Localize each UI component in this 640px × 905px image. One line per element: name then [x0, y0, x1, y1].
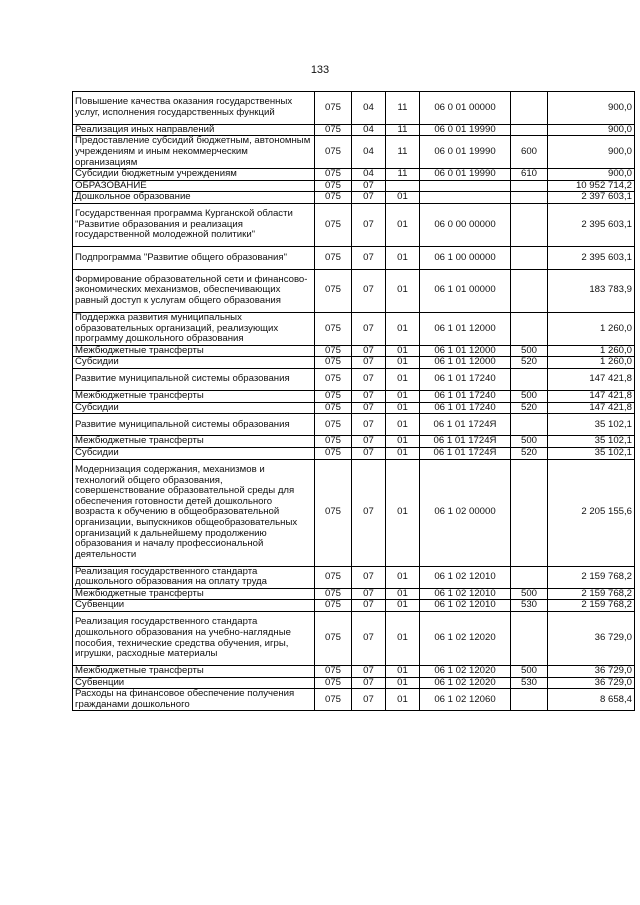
row-section-code: 07 [352, 357, 386, 369]
row-section-code: 07 [352, 588, 386, 600]
row-subsection-code: 01 [386, 247, 420, 269]
row-section-code: 07 [352, 180, 386, 192]
row-expense-type: 530 [511, 600, 548, 612]
row-name: Субсидии [73, 402, 315, 414]
row-name: Субсидии [73, 357, 315, 369]
budget-table-body [73, 92, 635, 711]
row-section-code: 07 [352, 269, 386, 312]
row-name: Межбюджетные трансферты [73, 666, 315, 678]
row-ministry-code: 075 [315, 368, 352, 390]
table-row [73, 600, 635, 612]
row-expense-type: 530 [511, 677, 548, 689]
row-target-article: 06 1 02 12020 [420, 677, 511, 689]
row-target-article: 06 1 01 1724Я [420, 448, 511, 460]
row-subsection-code: 01 [386, 459, 420, 566]
row-section-code: 07 [352, 612, 386, 666]
row-name: Межбюджетные трансферты [73, 345, 315, 357]
row-ministry-code: 075 [315, 689, 352, 711]
row-subsection-code: 01 [386, 357, 420, 369]
row-name: Дошкольное образование [73, 192, 315, 204]
row-section-code: 07 [352, 247, 386, 269]
row-name: Субвенции [73, 600, 315, 612]
row-ministry-code: 075 [315, 612, 352, 666]
row-name: Модернизация содержания, механизмов и технологий общего образования, совершенствование образовательной среды для обеспечения готовности детей дошкольного возраста к обучению в общеобразовательной организации, выпускников общеобразовательных организаций к дальнейшему продолжению образования и началу профессиональной деятельности [73, 459, 315, 566]
row-expense-type [511, 203, 548, 246]
row-ministry-code: 075 [315, 247, 352, 269]
row-amount: 2 159 768,2 [548, 566, 635, 588]
row-name: Межбюджетные трансферты [73, 436, 315, 448]
row-amount: 2 159 768,2 [548, 588, 635, 600]
row-target-article: 06 1 02 12010 [420, 566, 511, 588]
row-target-article: 06 1 01 00000 [420, 269, 511, 312]
table-row [73, 192, 635, 204]
row-amount: 2 205 155,6 [548, 459, 635, 566]
row-ministry-code: 075 [315, 124, 352, 136]
row-subsection-code: 01 [386, 203, 420, 246]
row-section-code: 04 [352, 92, 386, 125]
row-subsection-code: 01 [386, 689, 420, 711]
row-target-article: 06 1 02 12020 [420, 612, 511, 666]
row-target-article: 06 0 01 19990 [420, 169, 511, 181]
row-name: Реализация государственного стандарта дошкольного образования на учебно-наглядные пособия, технические средства обучения, игры, игрушки, расходные материалы [73, 612, 315, 666]
row-target-article [420, 180, 511, 192]
row-ministry-code: 075 [315, 677, 352, 689]
row-amount: 900,0 [548, 169, 635, 181]
row-ministry-code: 075 [315, 169, 352, 181]
row-amount: 2 395 603,1 [548, 203, 635, 246]
row-ministry-code: 075 [315, 269, 352, 312]
row-name: ОБРАЗОВАНИЕ [73, 180, 315, 192]
row-name: Подпрограмма "Развитие общего образования" [73, 247, 315, 269]
row-target-article: 06 1 01 1724Я [420, 436, 511, 448]
table-row [73, 612, 635, 666]
row-expense-type: 500 [511, 391, 548, 403]
table-row [73, 357, 635, 369]
row-ministry-code: 075 [315, 345, 352, 357]
row-amount: 147 421,8 [548, 368, 635, 390]
table-row [73, 448, 635, 460]
row-ministry-code: 075 [315, 357, 352, 369]
table-row [73, 666, 635, 678]
page-number: 133 [310, 64, 330, 76]
row-expense-type [511, 269, 548, 312]
row-ministry-code: 075 [315, 391, 352, 403]
table-row [73, 312, 635, 345]
row-section-code: 07 [352, 600, 386, 612]
row-ministry-code: 075 [315, 192, 352, 204]
row-name: Повышение качества оказания государственных услуг, исполнения государственных функций [73, 92, 315, 125]
row-ministry-code: 075 [315, 436, 352, 448]
row-target-article: 06 1 01 1724Я [420, 414, 511, 436]
row-target-article: 06 0 01 19990 [420, 136, 511, 169]
row-amount: 900,0 [548, 136, 635, 169]
row-subsection-code: 01 [386, 402, 420, 414]
row-subsection-code: 01 [386, 612, 420, 666]
row-section-code: 07 [352, 345, 386, 357]
row-expense-type [511, 192, 548, 204]
row-target-article: 06 0 00 00000 [420, 203, 511, 246]
row-amount: 147 421,8 [548, 402, 635, 414]
row-section-code: 07 [352, 448, 386, 460]
row-target-article: 06 1 00 00000 [420, 247, 511, 269]
row-subsection-code [386, 180, 420, 192]
row-name: Формирование образовательной сети и финансово-экономических механизмов, обеспечивающих равный доступ к услугам общего образования [73, 269, 315, 312]
row-amount: 36 729,0 [548, 666, 635, 678]
row-name: Реализация иных направлений [73, 124, 315, 136]
row-subsection-code: 11 [386, 124, 420, 136]
row-name: Межбюджетные трансферты [73, 588, 315, 600]
row-expense-type [511, 312, 548, 345]
table-row [73, 345, 635, 357]
row-target-article: 06 1 01 17240 [420, 368, 511, 390]
row-name: Предоставление субсидий бюджетным, автономным учреждениям и иным некоммерческим организациям [73, 136, 315, 169]
table-row [73, 169, 635, 181]
row-section-code: 07 [352, 402, 386, 414]
row-subsection-code: 01 [386, 448, 420, 460]
row-amount: 183 783,9 [548, 269, 635, 312]
row-subsection-code: 01 [386, 436, 420, 448]
table-row [73, 588, 635, 600]
row-amount: 35 102,1 [548, 414, 635, 436]
table-row [73, 402, 635, 414]
budget-table [72, 91, 635, 711]
row-subsection-code: 01 [386, 391, 420, 403]
row-expense-type: 520 [511, 402, 548, 414]
row-expense-type [511, 689, 548, 711]
row-target-article: 06 1 01 17240 [420, 391, 511, 403]
row-subsection-code: 11 [386, 169, 420, 181]
row-section-code: 04 [352, 169, 386, 181]
row-amount: 10 952 714,2 [548, 180, 635, 192]
row-target-article: 06 1 01 17240 [420, 402, 511, 414]
row-section-code: 07 [352, 391, 386, 403]
row-section-code: 07 [352, 192, 386, 204]
row-section-code: 07 [352, 459, 386, 566]
row-target-article: 06 1 02 12060 [420, 689, 511, 711]
row-amount: 36 729,0 [548, 677, 635, 689]
row-amount: 1 260,0 [548, 357, 635, 369]
row-target-article: 06 0 01 00000 [420, 92, 511, 125]
row-ministry-code: 075 [315, 459, 352, 566]
table-row [73, 689, 635, 711]
row-ministry-code: 075 [315, 136, 352, 169]
row-section-code: 04 [352, 124, 386, 136]
row-subsection-code: 01 [386, 666, 420, 678]
row-expense-type: 500 [511, 436, 548, 448]
row-subsection-code: 01 [386, 345, 420, 357]
row-target-article: 06 1 01 12000 [420, 345, 511, 357]
table-row [73, 203, 635, 246]
row-subsection-code: 01 [386, 600, 420, 612]
row-amount: 900,0 [548, 92, 635, 125]
row-name: Расходы на финансовое обеспечение получения гражданами дошкольного [73, 689, 315, 711]
row-amount: 35 102,1 [548, 436, 635, 448]
row-subsection-code: 01 [386, 677, 420, 689]
row-expense-type [511, 180, 548, 192]
row-subsection-code: 01 [386, 588, 420, 600]
table-row [73, 247, 635, 269]
table-row [73, 124, 635, 136]
row-subsection-code: 01 [386, 269, 420, 312]
row-expense-type: 520 [511, 448, 548, 460]
row-section-code: 07 [352, 689, 386, 711]
row-amount: 2 397 603,1 [548, 192, 635, 204]
row-section-code: 04 [352, 136, 386, 169]
row-expense-type [511, 459, 548, 566]
table-row [73, 136, 635, 169]
row-target-article: 06 1 02 12010 [420, 600, 511, 612]
row-amount: 147 421,8 [548, 391, 635, 403]
table-row [73, 677, 635, 689]
row-amount: 2 159 768,2 [548, 600, 635, 612]
row-ministry-code: 075 [315, 588, 352, 600]
row-name: Развитие муниципальной системы образования [73, 368, 315, 390]
row-ministry-code: 075 [315, 180, 352, 192]
row-subsection-code: 01 [386, 414, 420, 436]
row-target-article: 06 1 02 12010 [420, 588, 511, 600]
table-row [73, 92, 635, 125]
table-row [73, 180, 635, 192]
table-row [73, 391, 635, 403]
row-ministry-code: 075 [315, 448, 352, 460]
row-expense-type: 520 [511, 357, 548, 369]
row-expense-type [511, 92, 548, 125]
row-ministry-code: 075 [315, 414, 352, 436]
row-target-article: 06 1 01 12000 [420, 312, 511, 345]
row-name: Государственная программа Курганской области "Развитие образования и реализация государственной молодежной политики" [73, 203, 315, 246]
row-name: Межбюджетные трансферты [73, 391, 315, 403]
row-expense-type [511, 414, 548, 436]
row-name: Развитие муниципальной системы образования [73, 414, 315, 436]
row-expense-type [511, 612, 548, 666]
row-name: Субвенции [73, 677, 315, 689]
row-amount: 1 260,0 [548, 345, 635, 357]
row-section-code: 07 [352, 203, 386, 246]
table-row [73, 414, 635, 436]
row-expense-type [511, 124, 548, 136]
row-subsection-code: 01 [386, 566, 420, 588]
row-expense-type: 500 [511, 588, 548, 600]
row-target-article: 06 0 01 19990 [420, 124, 511, 136]
table-row [73, 566, 635, 588]
table-row [73, 368, 635, 390]
row-ministry-code: 075 [315, 92, 352, 125]
row-ministry-code: 075 [315, 666, 352, 678]
row-expense-type [511, 247, 548, 269]
row-amount: 900,0 [548, 124, 635, 136]
row-ministry-code: 075 [315, 600, 352, 612]
row-subsection-code: 01 [386, 192, 420, 204]
row-ministry-code: 075 [315, 203, 352, 246]
row-target-article: 06 1 02 12020 [420, 666, 511, 678]
row-name: Поддержка развития муниципальных образовательных организаций, реализующих программу дошкольного образования [73, 312, 315, 345]
row-target-article: 06 1 02 00000 [420, 459, 511, 566]
row-target-article [420, 192, 511, 204]
row-section-code: 07 [352, 414, 386, 436]
row-subsection-code: 01 [386, 312, 420, 345]
row-expense-type: 500 [511, 345, 548, 357]
row-section-code: 07 [352, 666, 386, 678]
row-section-code: 07 [352, 677, 386, 689]
row-amount: 2 395 603,1 [548, 247, 635, 269]
row-name: Реализация государственного стандарта дошкольного образования на оплату труда [73, 566, 315, 588]
row-target-article: 06 1 01 12000 [420, 357, 511, 369]
row-subsection-code: 11 [386, 136, 420, 169]
row-expense-type: 610 [511, 169, 548, 181]
row-ministry-code: 075 [315, 402, 352, 414]
row-expense-type: 500 [511, 666, 548, 678]
row-expense-type [511, 566, 548, 588]
row-subsection-code: 01 [386, 368, 420, 390]
row-section-code: 07 [352, 566, 386, 588]
row-amount: 1 260,0 [548, 312, 635, 345]
table-row [73, 269, 635, 312]
row-section-code: 07 [352, 312, 386, 345]
row-expense-type [511, 368, 548, 390]
row-ministry-code: 075 [315, 312, 352, 345]
row-section-code: 07 [352, 368, 386, 390]
table-row [73, 459, 635, 566]
row-name: Субсидии [73, 448, 315, 460]
row-amount: 36 729,0 [548, 612, 635, 666]
row-section-code: 07 [352, 436, 386, 448]
row-ministry-code: 075 [315, 566, 352, 588]
row-expense-type: 600 [511, 136, 548, 169]
row-amount: 35 102,1 [548, 448, 635, 460]
row-subsection-code: 11 [386, 92, 420, 125]
row-amount: 8 658,4 [548, 689, 635, 711]
table-row [73, 436, 635, 448]
row-name: Субсидии бюджетным учреждениям [73, 169, 315, 181]
